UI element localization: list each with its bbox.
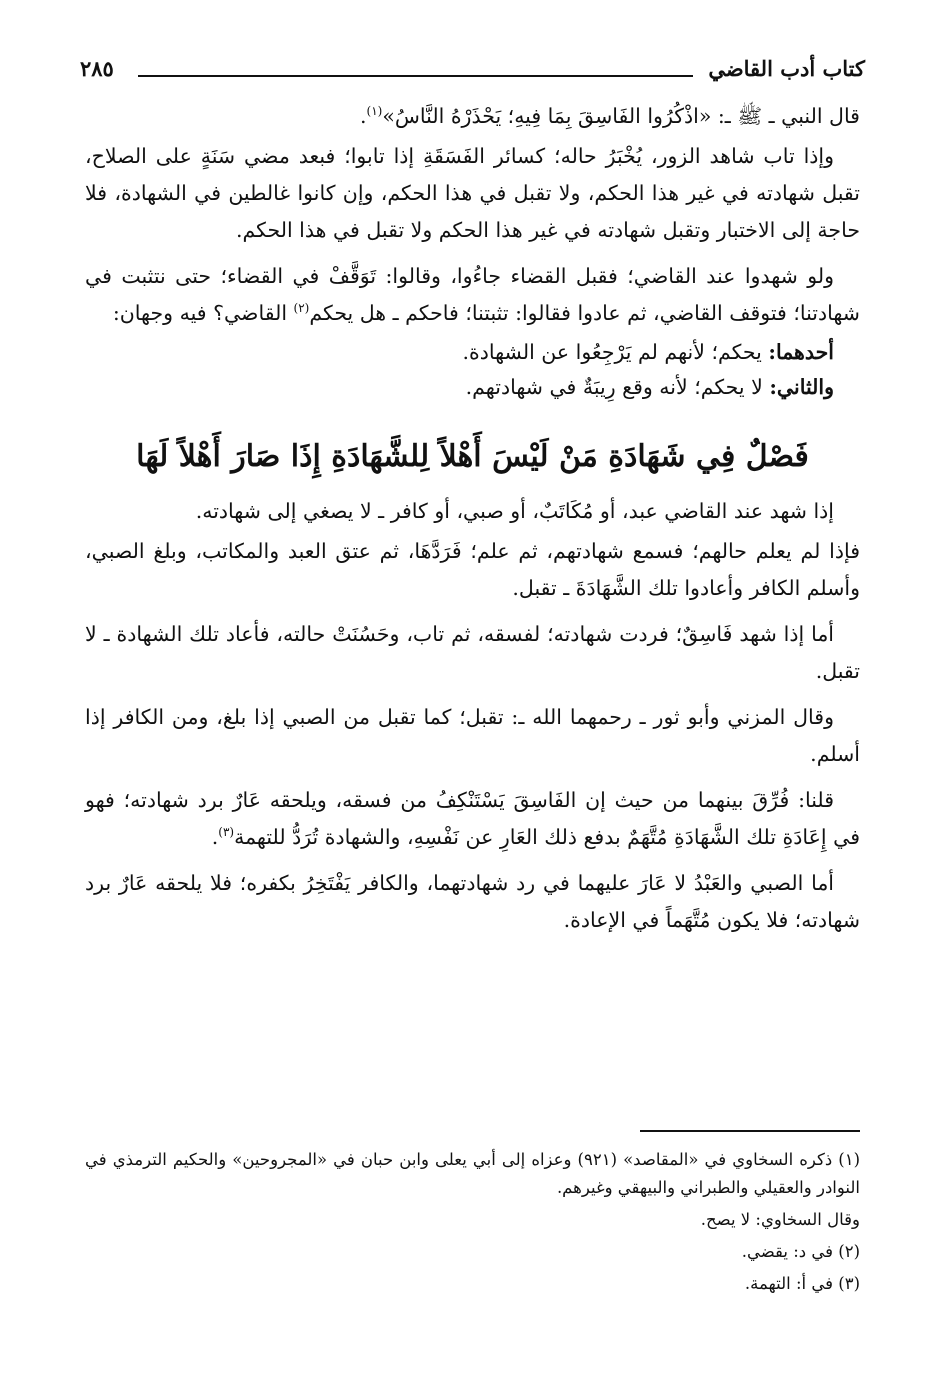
footnote-rule: [640, 1130, 860, 1132]
running-title: كتاب أدب القاضي: [708, 56, 865, 81]
reply-text: قلنا: فُرِّقَ بينهما من حيث إن الفَاسِقَ يَسْتَنْكِفُ من فسقه، ويلحقه عَارٌ برد شهادته؛ فهو في إِعَادَةِ تلك الشَّهَادَةِ مُتَّهَمٌ بدفع ذلك العَارِ عن نَفْسِهِ، والشهادة تُرَدُّ للتهمة: [85, 788, 860, 849]
view-second-text: لا يحكم؛ لأنه وقع رِيبَةٌ في شهادتهم.: [465, 375, 770, 399]
paragraph-unknown-status: فإذا لم يعلم حالهم؛ فسمع شهادتهم، ثم علم؛ فَرَدَّهَا، ثم عتق العبد والمكاتب، وبلغ الصبي، وأسلم الكافر وأعادوا تلك الشَّهَادَةَ ـ تقبل.: [85, 539, 860, 600]
hadith-text: قال النبي ـ ﷺ ـ: «اذْكُرُوا الفَاسِقَ بِمَا فِيهِ؛ يَحْذَرْهُ النَّاسُ»: [382, 104, 860, 128]
footnote-1-continued: وقال السخاوي: لا يصح.: [700, 1210, 860, 1229]
hadith-end: .: [360, 104, 367, 128]
view-second-label: والثاني:: [769, 375, 834, 399]
header-rule: [138, 75, 693, 77]
footnote-2: (٢) في د: يقضي.: [741, 1242, 860, 1261]
main-text: [85, 98, 860, 948]
view-first-label: أحدهما:: [768, 340, 834, 364]
reply-end: .: [211, 825, 219, 849]
paragraph-hadith: [85, 98, 860, 135]
paragraph-reply: [85, 782, 860, 856]
footnote-ref-2: (٢): [293, 301, 310, 316]
footnote-1: (١) ذكره السخاوي في «المقاصد» (٩٢١) وعزاه إلى أبي يعلى وابن حبان في «المجروحين» والحكيم الترمذي في النوادر والعقيلي والطبراني والبيهقي وغيرهم.: [85, 1150, 860, 1197]
footnote-ref-1: (١): [366, 104, 383, 119]
view-second: [85, 370, 860, 405]
page-number: ٢٨٥: [80, 56, 114, 81]
suspension-text-b: القاضي؟ فيه وجهان:: [112, 301, 294, 325]
paragraph-suspension: [85, 258, 860, 332]
paragraph-child-slave-disbeliever: أما الصبي والعَبْدُ لا عَارَ عليهما في رد شهادتهما، والكافر يَفْتَخِرُ بكفره؛ فلا يلحقه عَارٌ برد شهادته؛ فلا يكون مُتَّهَماً في الإعادة.: [85, 871, 860, 932]
paragraph-false-witness: وإذا تاب شاهد الزور، يُخْبَرُ حاله؛ كسائر الفَسَقَةِ إذا تابوا؛ فبعد مضي سَنَةٍ على الصلاح، تقبل شهادته في غير هذا الحكم، ولا تقبل في هذا الحكم، وإن كانوا غالطين في الشهادة، فلا حاجة إلى الاختبار وتقبل شهادته في غير هذا الحكم ولا تقبل في هذا الحكم.: [85, 144, 860, 242]
paragraph-sinner: أما إذا شهد فَاسِقٌ؛ فردت شهادته؛ لفسقه، ثم تاب، وحَسُنَتْ حالته، فأعاد تلك الشهادة ـ لا تقبل.: [85, 622, 860, 683]
footnote-ref-3: (٣): [218, 825, 235, 840]
paragraph-muzani: وقال المزني وأبو ثور ـ رحمهما الله ـ: تقبل؛ كما تقبل من الصبي إذا بلغ، ومن الكافر إذا أسلم.: [85, 705, 860, 766]
footnotes: [85, 1146, 860, 1302]
two-views-list: [85, 335, 860, 405]
view-first: [85, 335, 860, 370]
section-heading: فَصْلٌ فِي شَهَادَةِ مَنْ لَيْسَ أَهْلاً لِلشَّهَادَةِ إِذَا صَارَ أَهْلاً لَهَا: [136, 439, 809, 474]
suspension-text-a: ولو شهدوا عند القاضي؛ فقبل القضاء جاءُوا، وقالوا: تَوَقَّفْ في القضاء؛ حتى نتثبت في شهادتنا؛ فتوقف القاضي، ثم عادوا فقالوا: تثبتنا؛ فاحكم ـ هل يحكم: [85, 264, 860, 325]
view-first-text: يحكم؛ لأنهم لم يَرْجِعُوا عن الشهادة.: [462, 340, 769, 364]
footnote-3: (٣) في أ: التهمة.: [744, 1274, 860, 1293]
paragraph-slave-child: إذا شهد عند القاضي عبد، أو مُكَاتَبٌ، أو صبي، أو كافر ـ لا يصغي إلى شهادته.: [195, 499, 834, 523]
running-header: [80, 56, 865, 90]
